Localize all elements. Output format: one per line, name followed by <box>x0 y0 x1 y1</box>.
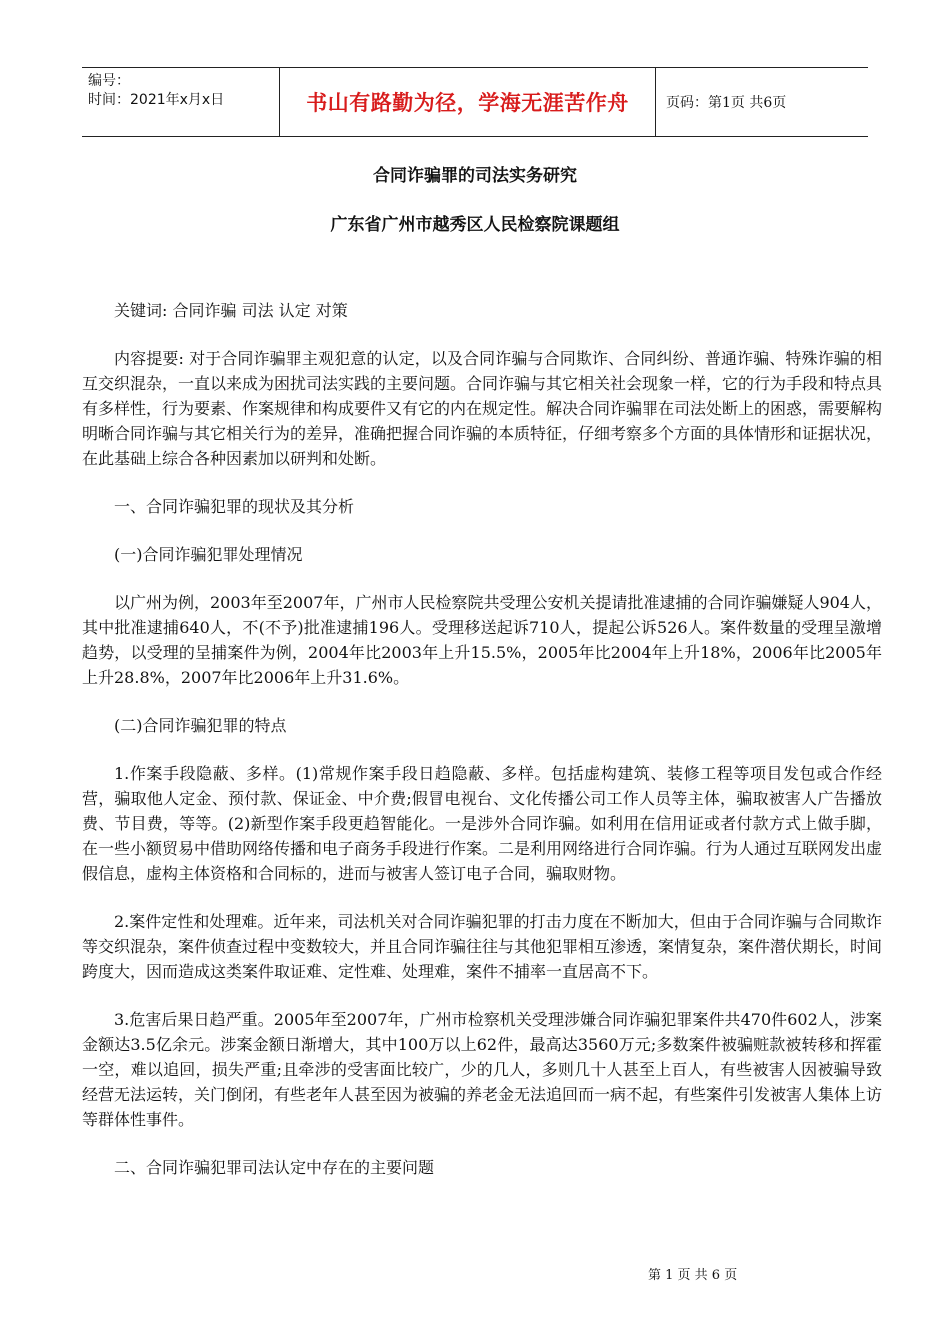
document-title: 合同诈骗罪的司法实务研究 <box>373 166 577 186</box>
abstract-paragraph: 内容提要: 对于合同诈骗罪主观犯意的认定，以及合同诈骗与合同欺诈、合同纠纷、普通诈骗、特殊诈骗的相互交织混杂，一直以来成为困扰司法实践的主要问题。合同诈骗与其它相关社会现象一样，它的行为手段和特点具有多样性，行为要素、作案规律和构成要件又有它的内在规定性。解决合同诈骗罪在司法处断上的困惑，需要解构明晰合同诈骗与其它相关行为的差异，准确把握合同诈骗的本质特征，仔细考察多个方面的具体情形和证据状况，在此基础上综合各种因素加以研判和处断。 <box>82 349 883 468</box>
page-footer: 第 1 页 共 6 页 <box>648 1268 738 1283</box>
page-header <box>82 67 868 137</box>
section-heading-2: 二、合同诈骗犯罪司法认定中存在的主要问题 <box>114 1158 435 1177</box>
body-paragraph: 以广州为例，2003年至2007年，广州市人民检察院共受理公安机关提请批准逮捕的合同诈骗嫌疑人904人，其中批准逮捕640人，不(不予)批准逮捕196人。受理移送起诉710人，提起公诉526人。案件数量的受理呈激增趋势，以受理的呈捕案件为例，2004年比2003年上升15.5%，2005年比2004年上升18%，2006年比2005年上升28.8%，2007年比2006年上升31.6%。 <box>82 593 882 687</box>
body-paragraph: 3.危害后果日趋严重。2005年至2007年，广州市检察机关受理涉嫌合同诈骗犯罪案件共470件602人，涉案金额达3.5亿余元。涉案金额日渐增大，其中100万以上62件，最高达3560万元;多数案件被骗赃款被转移和挥霍一空，难以追回，损失严重;且牵涉的受害面比较广，少的几人，多则几十人甚至上百人，有些被害人因被骗导致经营无法运转，关门倒闭，有些老年人甚至因为被骗的养老金无法追回而一病不起，有些案件引发被害人集体上访等群体性事件。 <box>82 1010 883 1129</box>
time-label: 时间：2021年x月x日 <box>88 92 225 108</box>
header-page-info: 页码：第1页 共6页 <box>666 95 787 111</box>
section-heading-1: 一、合同诈骗犯罪的现状及其分析 <box>114 497 355 516</box>
header-meta <box>82 68 280 136</box>
body-paragraph: 1.作案手段隐蔽、多样。(1)常规作案手段日趋隐蔽、多样。包括虚构建筑、装修工程等项目发包或合作经营，骗取他人定金、预付款、保证金、中介费;假冒电视台、文化传播公司工作人员等主体，骗取被害人广告播放费、节目费，等等。(2)新型作案手段更趋智能化。一是涉外合同诈骗。如利用在信用证或者付款方式上做手脚，在一些小额贸易中借助网络传播和电子商务手段进行作案。二是利用网络进行合同诈骗。行为人通过互联网发出虚假信息，虚构主体资格和合同标的，进而与被害人签订电子合同，骗取财物。 <box>82 764 883 883</box>
subsection-heading-2: (二)合同诈骗犯罪的特点 <box>114 716 287 735</box>
body-paragraph: 2.案件定性和处理难。近年来，司法机关对合同诈骗犯罪的打击力度在不断加大，但由于合同诈骗与合同欺诈等交织混杂，案件侦查过程中变数较大，并且合同诈骗往往与其他犯罪相互渗透，案情复杂，案件潜伏期长，时间跨度大，因而造成这类案件取证难、定性难、处理难，案件不捕率一直居高不下。 <box>82 912 883 981</box>
number-label: 编号： <box>88 73 130 89</box>
document-body <box>82 298 882 1203</box>
subsection-heading-1: (一)合同诈骗犯罪处理情况 <box>114 545 303 564</box>
document-author: 广东省广州市越秀区人民检察院课题组 <box>330 215 620 235</box>
header-motto: 书山有路勤为径，学海无涯苦作舟 <box>280 68 656 136</box>
keywords-paragraph: 关键词: 合同诈骗 司法 认定 对策 <box>114 301 348 320</box>
